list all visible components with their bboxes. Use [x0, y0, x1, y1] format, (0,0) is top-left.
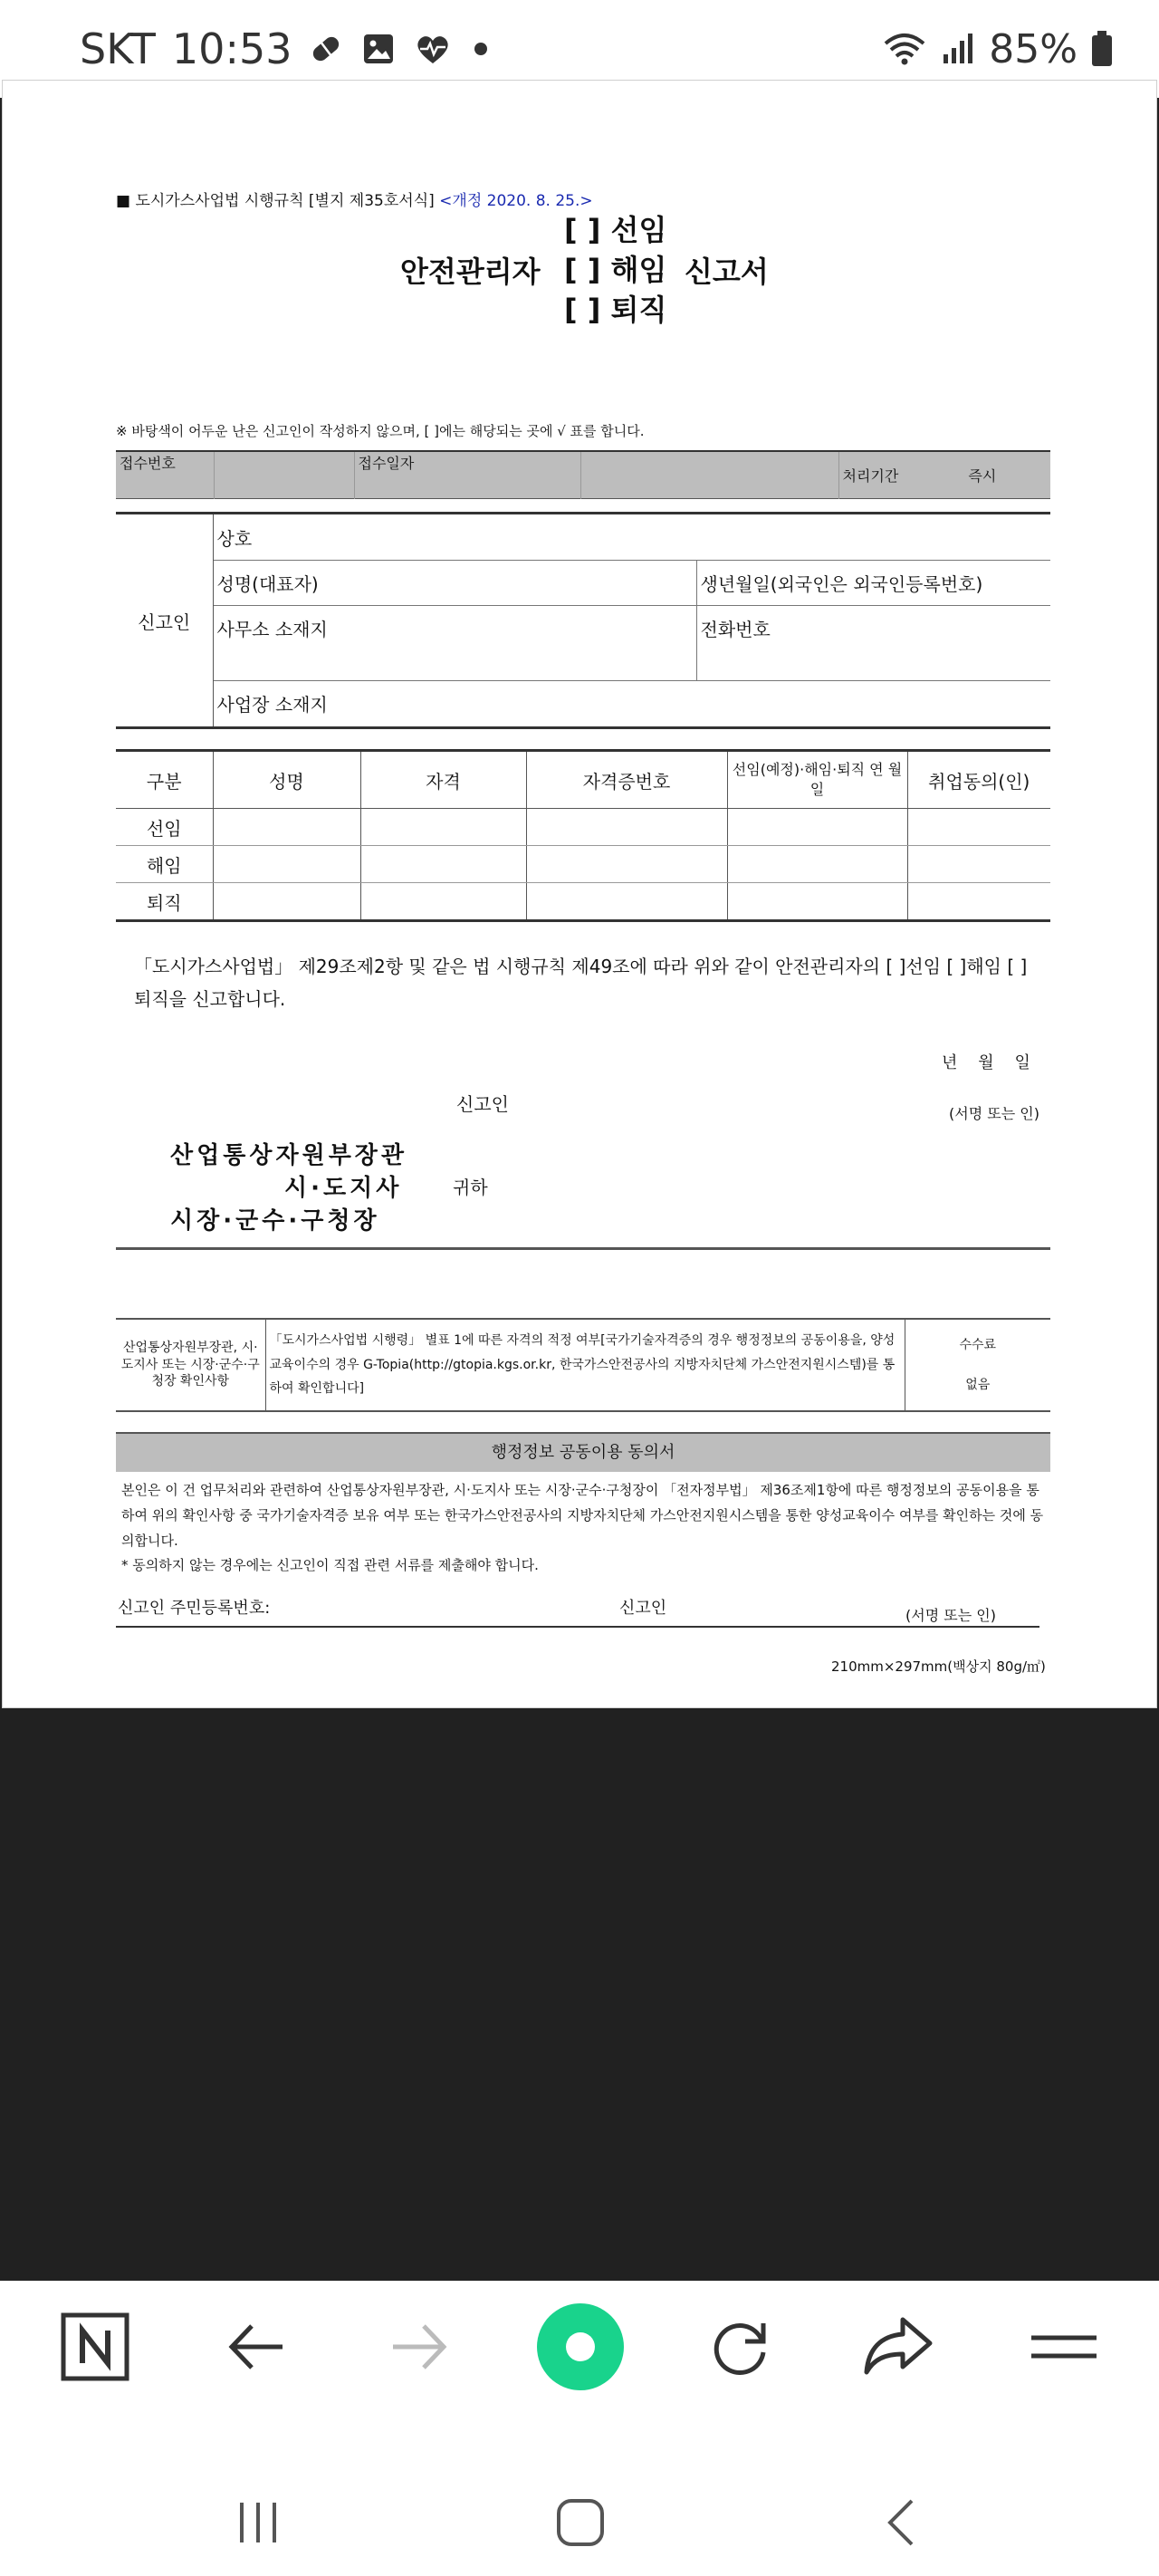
recipient-mayor: 시장·군수·구청장: [170, 1207, 380, 1235]
title-option-dismiss: [ ] 해임: [564, 253, 667, 287]
resident-id-label[interactable]: 신고인 주민등록번호:: [118, 1599, 271, 1618]
form-header: [116, 187, 593, 210]
table-row: [116, 883, 1050, 921]
office-address-label: 사무소 소재지: [216, 619, 328, 641]
representative-name-label: 성명(대표자): [216, 573, 319, 596]
receipt-number-field: [214, 451, 354, 499]
carrier-label: SKT: [80, 24, 156, 73]
arrow-left-icon: [225, 2315, 288, 2379]
recipient-minister: 산업통상자원부장관: [170, 1142, 408, 1169]
consent-reporter-label: 신고인: [619, 1599, 667, 1618]
arrow-right-icon: [388, 2315, 451, 2379]
form-notice: ※ 바탕색이 어두운 난은 신고인이 작성하지 않으며, [ ]에는 해당되는 곳에 √ 표를 합니다.: [116, 423, 645, 439]
birth-date-label: 생년월일(외국인은 외국인등록번호): [700, 573, 983, 596]
col-header-consent: 취업동의(인): [907, 751, 1050, 809]
chevron-left-icon: [876, 2495, 930, 2550]
table-cell[interactable]: [907, 809, 1050, 846]
table-cell[interactable]: [213, 883, 360, 921]
birth-date-field[interactable]: [696, 561, 1050, 606]
receipt-date-field: [580, 451, 838, 499]
battery-percent: 85%: [989, 25, 1078, 72]
table-cell[interactable]: [727, 846, 907, 883]
refresh-button[interactable]: [701, 2308, 779, 2386]
table-row: [116, 809, 1050, 846]
col-header-license-number: 자격증번호: [526, 751, 727, 809]
document-page: [2, 80, 1157, 1708]
table-cell[interactable]: [360, 846, 526, 883]
table-cell[interactable]: [526, 846, 727, 883]
clock-label: 10:53: [171, 24, 292, 73]
consent-note: * 동의하지 않는 경우에는 신고인이 직접 관련 서류를 제출해야 합니다.: [121, 1557, 539, 1573]
table-cell[interactable]: [360, 883, 526, 921]
receipt-band: [116, 450, 1050, 499]
phone-number-field[interactable]: [696, 606, 1050, 680]
applicant-section: [116, 512, 1050, 729]
recipient-suffix: 귀하: [453, 1177, 488, 1198]
naver-n-icon: [61, 2312, 129, 2381]
row-label-resign: 퇴직: [116, 883, 213, 921]
phone-number-label: 전화번호: [700, 619, 771, 641]
representative-name-field[interactable]: [213, 561, 696, 606]
divider: [116, 1247, 1050, 1250]
reporter-label: 신고인: [456, 1093, 509, 1115]
table-row: [116, 846, 1050, 883]
table-cell[interactable]: [727, 883, 907, 921]
table-cell[interactable]: [526, 809, 727, 846]
notification-dot-icon: [474, 43, 487, 55]
title-right: 신고서: [685, 255, 769, 289]
table-cell[interactable]: [213, 809, 360, 846]
company-name-label: 상호: [216, 527, 253, 550]
browser-bottom-bar: [0, 2281, 1159, 2576]
verification-content: 「도시가스사업법 시행령」 별표 1에 따른 자격의 적정 여부[국가기술자격증의 경우 행정정보의 공동이용을, 양성교육이수의 경우 G-Topia(http://gtopia.kgs.or.kr, 한국가스안전공사의 지방자치단체 가스안전지원시스템)를 통하여 확인합니다]: [265, 1319, 905, 1411]
verification-table: [116, 1318, 1050, 1412]
business-site-label: 사업장 소재지: [216, 694, 328, 716]
col-header-category: 구분: [116, 751, 213, 809]
table-cell[interactable]: [360, 809, 526, 846]
declaration-text: 「도시가스사업법」 제29조제2항 및 같은 법 시행규칙 제49조에 따라 위와 같이 안전관리자의 [ ]선임 [ ]해임 [ ]퇴직을 신고합니다.: [134, 956, 1028, 1010]
signal-icon: [940, 31, 976, 67]
status-left: [80, 24, 487, 73]
sign-label: (서명 또는 인): [949, 1105, 1039, 1122]
consent-signature-line: [116, 1590, 1039, 1628]
title-option-resign: [ ] 퇴직: [564, 293, 667, 327]
fee-cell: [905, 1319, 1050, 1411]
table-cell[interactable]: [526, 883, 727, 921]
forward-button[interactable]: [380, 2308, 458, 2386]
col-header-date: 선임(예정)·해임·퇴직 연 월 일: [727, 751, 907, 809]
recent-apps-icon: [231, 2495, 285, 2550]
form-revision-date: <개정 2020. 8. 25.>: [439, 192, 593, 210]
table-cell[interactable]: [907, 883, 1050, 921]
row-label-appoint: 선임: [116, 809, 213, 846]
processing-period: [838, 451, 1050, 499]
fee-value: 없음: [965, 1378, 991, 1392]
battery-icon: [1090, 30, 1114, 68]
office-address-field[interactable]: [213, 606, 696, 680]
row-label-dismiss: 해임: [116, 846, 213, 883]
share-arrow-icon: [863, 2312, 935, 2381]
status-right: [882, 26, 1114, 72]
table-cell[interactable]: [213, 846, 360, 883]
recipient-governor: 시·도지사: [284, 1175, 403, 1202]
refresh-icon: [705, 2312, 774, 2381]
home-button[interactable]: [549, 2491, 612, 2554]
green-dot-button[interactable]: [534, 2301, 627, 2393]
wifi-icon: [882, 31, 927, 67]
receipt-date-label: 접수일자: [354, 451, 580, 499]
health-heart-icon: [413, 31, 453, 67]
date-line: 년 월 일: [942, 1053, 1030, 1072]
col-header-name: 성명: [213, 751, 360, 809]
receipt-number-label: 접수번호: [116, 451, 214, 499]
consent-sign-label: (서명 또는 인): [905, 1607, 996, 1624]
title-option-appoint: [ ] 선임: [564, 213, 667, 247]
paper-size-label: 210mm×297mm(백상지 80g/㎡): [831, 1658, 1046, 1675]
form-header-prefix: ■ 도시가스사업법 시행규칙 [별지 제35호서식]: [116, 192, 435, 210]
recent-apps-button[interactable]: [226, 2491, 290, 2554]
table-cell[interactable]: [727, 809, 907, 846]
processing-period-value: 즉시: [968, 467, 997, 485]
consent-title: 행정정보 공동이용 동의서: [116, 1432, 1050, 1472]
pill-icon: [308, 31, 344, 67]
applicant-section-label: 신고인: [116, 514, 213, 728]
home-square-icon: [553, 2495, 608, 2550]
manager-table-header: [116, 751, 1050, 809]
fee-label: 수수료: [959, 1338, 997, 1352]
back-button[interactable]: [217, 2308, 295, 2386]
verification-label: 산업통상자원부장관, 시·도지사 또는 시장·군수·구청장 확인사항: [116, 1319, 265, 1411]
consent-body: 본인은 이 건 업무처리와 관련하여 산업통상자원부장관, 시·도지사 또는 시장·군수·구청장이 「전자정부법」 제36조제1항에 따른 행정정보의 공동이용을 통하여 위의 확인사항 중 국가기술자격증 보유 여부 또는 한국가스안전공사의 지방자치단체 가스안전지원시스템을 통한 양성교육이수 여부를 확인하는 것에 동의합니다.: [121, 1482, 1044, 1549]
menu-button[interactable]: [1025, 2308, 1103, 2386]
green-dot-icon: [535, 2302, 626, 2392]
system-back-button[interactable]: [871, 2491, 934, 2554]
gallery-icon: [360, 31, 397, 67]
title-left: 안전관리자: [400, 255, 541, 289]
share-button[interactable]: [860, 2308, 938, 2386]
table-cell[interactable]: [907, 846, 1050, 883]
naver-home-button[interactable]: [56, 2308, 134, 2386]
processing-period-label: 처리기간: [842, 467, 899, 485]
manager-table: [116, 749, 1050, 922]
col-header-qualification: 자격: [360, 751, 526, 809]
business-site-field[interactable]: [213, 680, 1050, 727]
hamburger-menu-icon: [1030, 2312, 1098, 2381]
company-name-field[interactable]: [213, 514, 1050, 561]
